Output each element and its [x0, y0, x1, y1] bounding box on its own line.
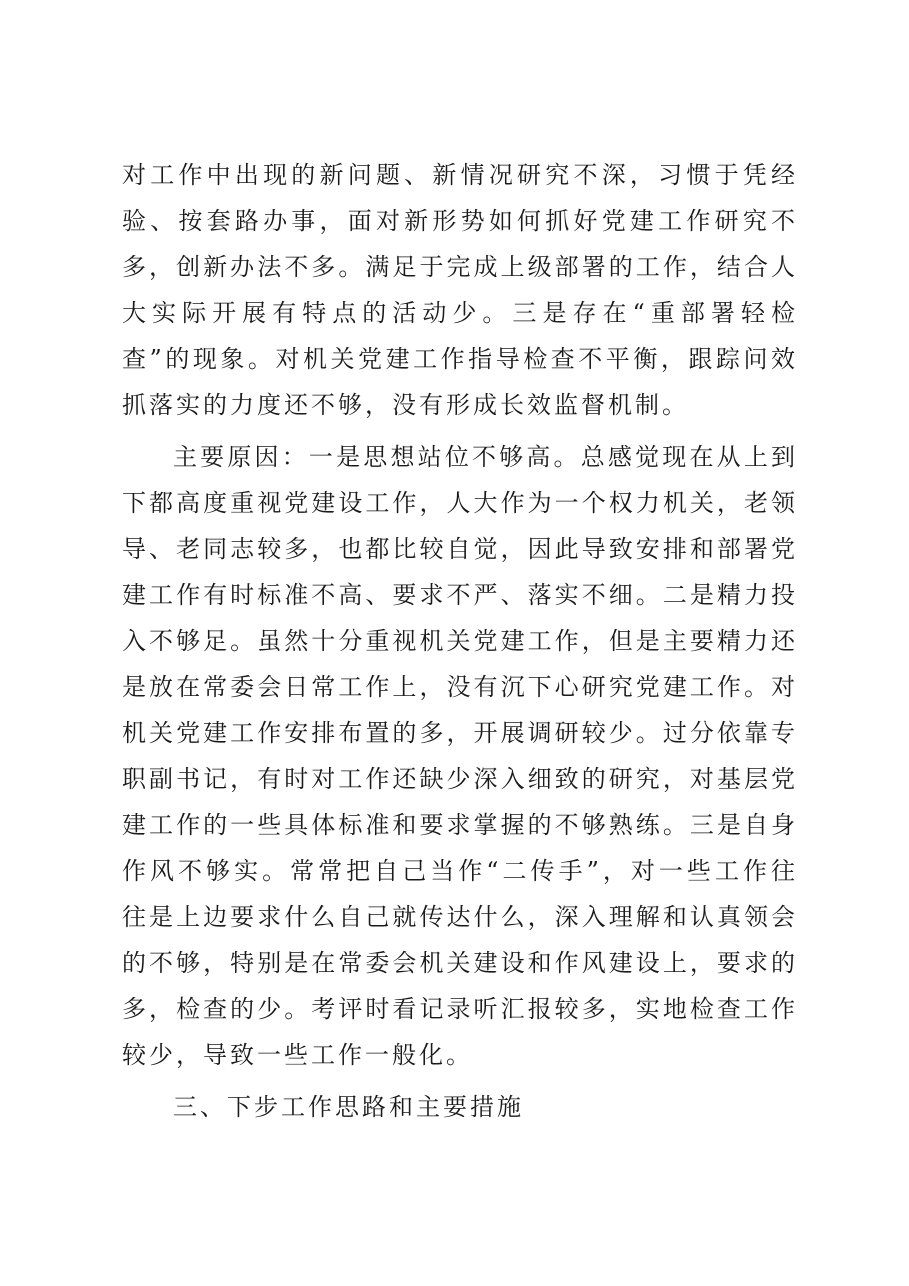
document-body: [122, 152, 798, 1130]
paragraph-continuation: 对工作中出现的新问题、新情况研究不深，习惯于凭经验、按套路办事，面对新形势如何抓好党建工作研究不多，创新办法不多。满足于完成上级部署的工作，结合人大实际开展有特点的活动少。三是存在“重部署轻检查”的现象。对机关党建工作指导检查不平衡，跟踪问效抓落实的力度还不够，没有形成长效监督机制。: [122, 161, 798, 419]
section-heading: 三、下步工作思路和主要措施: [173, 1093, 524, 1121]
paragraph-main-reasons: 主要原因：一是思想站位不够高。总感觉现在从上到下都高度重视党建设工作，人大作为一个权力机关，老领导、老同志较多，也都比较自觉，因此导致安排和部署党建工作有时标准不高、要求不严、落实不细。二是精力投入不够足。虽然十分重视机关党建工作，但是主要精力还是放在常委会日常工作上，没有沉下心研究党建工作。对机关党建工作安排布置的多，开展调研较少。过分依靠专职副书记，有时对工作还缺少深入细致的研究，对基层党建工作的一些具体标准和要求掌握的不够熟练。三是自身作风不够实。常常把自己当作“二传手”，对一些工作往往是上边要求什么自己就传达什么，深入理解和认真领会的不够，特别是在常委会机关建设和作风建设上，要求的多，检查的少。考评时看记录听汇报较多，实地检查工作较少，导致一些工作一般化。: [122, 443, 798, 1069]
